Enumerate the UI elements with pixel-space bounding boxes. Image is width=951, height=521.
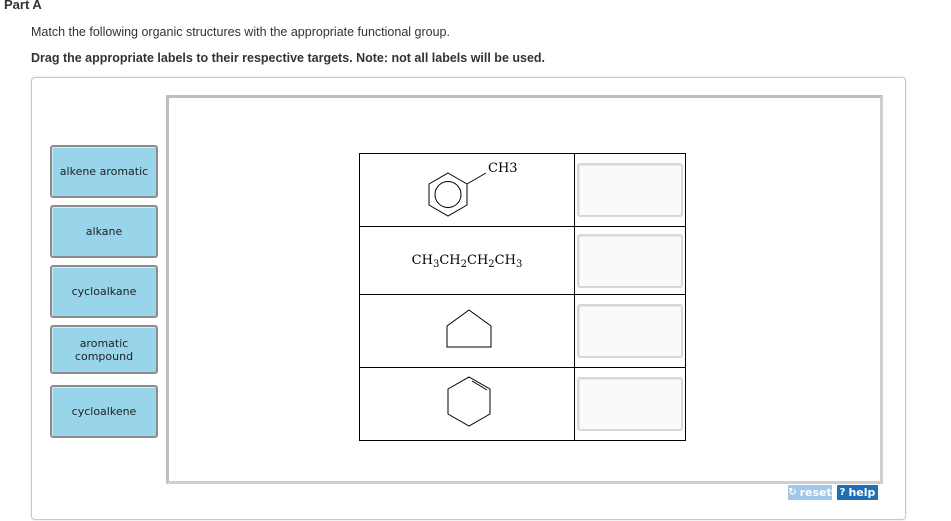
table-row bbox=[360, 368, 686, 441]
formula-part: CH bbox=[494, 253, 516, 268]
part-title: Part A bbox=[4, 0, 42, 12]
help-button[interactable] bbox=[837, 485, 878, 500]
label-cycloalkene[interactable]: cycloalkene bbox=[50, 385, 158, 438]
target-cell-2 bbox=[575, 227, 686, 295]
toluene-structure-diagram bbox=[360, 154, 574, 221]
formula-subscript: 3 bbox=[515, 259, 523, 270]
cyclopentane-structure-diagram bbox=[360, 295, 574, 362]
drag-instructions-text: Drag the appropriate labels to their respective targets. Note: not all labels will be used. bbox=[31, 51, 546, 65]
butane-formula bbox=[412, 253, 523, 268]
refresh-icon: ↻ bbox=[788, 487, 797, 498]
table-row bbox=[360, 295, 686, 368]
drop-target-1[interactable] bbox=[577, 163, 683, 217]
toluene-ch3-label: CH3 bbox=[488, 161, 518, 176]
drop-target-3[interactable] bbox=[577, 304, 683, 358]
structure-cyclopentane bbox=[360, 295, 575, 368]
target-cell-1 bbox=[575, 154, 686, 227]
cyclohexene-structure-diagram bbox=[360, 368, 574, 435]
help-button-label: help bbox=[848, 486, 876, 499]
label-aromatic-compound[interactable]: aromatic compound bbox=[50, 325, 158, 374]
table-row bbox=[360, 154, 686, 227]
reset-button[interactable] bbox=[788, 485, 832, 500]
drop-target-4[interactable] bbox=[577, 377, 683, 431]
structure-cyclohexene bbox=[360, 368, 575, 441]
question-icon: ? bbox=[839, 487, 846, 498]
label-cycloalkane[interactable]: cycloalkane bbox=[50, 265, 158, 318]
structure-table bbox=[359, 153, 686, 441]
label-alkene-aromatic[interactable]: alkene aromatic bbox=[50, 145, 158, 198]
instructions-text: Match the following organic structures with the appropriate functional group. bbox=[31, 25, 450, 39]
structure-toluene bbox=[360, 154, 575, 227]
reset-button-label: reset bbox=[799, 486, 832, 499]
formula-part: CH bbox=[467, 253, 489, 268]
table-row bbox=[360, 227, 686, 295]
formula-subscript: 2 bbox=[460, 259, 467, 270]
structure-butane bbox=[360, 227, 575, 295]
target-cell-3 bbox=[575, 295, 686, 368]
formula-subscript: 2 bbox=[488, 259, 495, 270]
formula-subscript: 3 bbox=[432, 259, 440, 270]
label-alkane[interactable]: alkane bbox=[50, 205, 158, 258]
drop-target-2[interactable] bbox=[577, 234, 683, 288]
formula-part: CH bbox=[439, 253, 461, 268]
formula-part: CH bbox=[411, 253, 433, 268]
target-cell-4 bbox=[575, 368, 686, 441]
